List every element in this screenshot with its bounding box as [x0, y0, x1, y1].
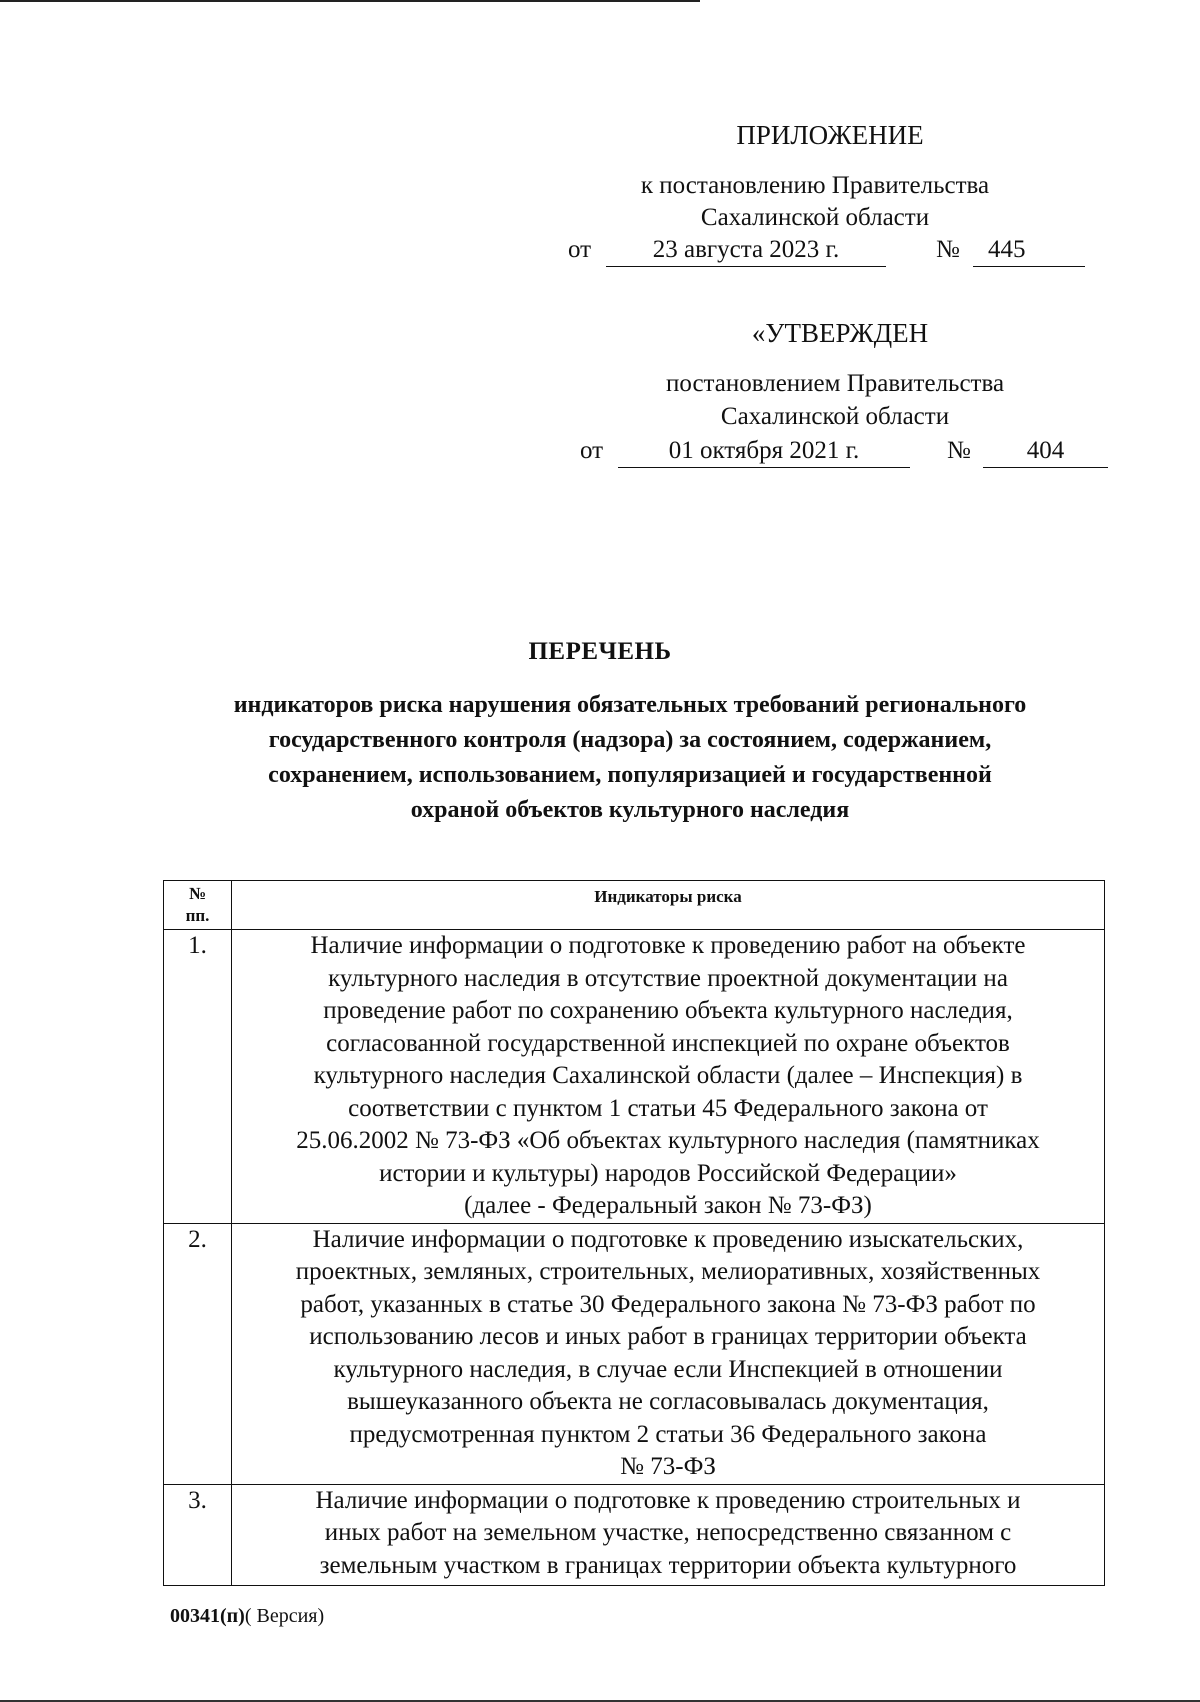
appendix-reference	[568, 236, 1038, 270]
appendix-from-label: от	[568, 236, 592, 263]
text-line: № 73-ФЗ	[620, 1453, 716, 1480]
text-line: истории и культуры) народов Российской Федерации»	[379, 1159, 957, 1187]
approval-number-label: №	[947, 437, 971, 464]
list-title: ПЕРЕЧЕНЬ	[528, 638, 672, 665]
text-line: работ, указанных в статье 30 Федерального закона № 73-ФЗ работ по	[300, 1290, 1036, 1318]
table-row	[164, 930, 1105, 1224]
text-line: (далее - Федеральный закон № 73-ФЗ)	[464, 1192, 872, 1219]
appendix-title: ПРИЛОЖЕНИЕ	[736, 120, 924, 150]
appendix-number-label: №	[936, 236, 960, 263]
column-header-number-line: пп.	[185, 906, 210, 925]
appendix-date: 23 августа 2023 г.	[606, 236, 886, 267]
column-header-number	[164, 881, 232, 930]
approval-reference	[580, 437, 1065, 471]
approval-line-2: Сахалинской области	[720, 403, 950, 430]
row-number: 2.	[164, 1223, 232, 1484]
column-header-number-line: №	[188, 884, 207, 903]
text-line: культурного наследия в отсутствие проектной документации на	[328, 964, 1008, 992]
document-code: 00341(п)	[170, 1605, 245, 1627]
scan-edge-top	[0, 0, 700, 2]
row-indicator-text	[232, 1223, 1105, 1484]
text-line: иных работ на земельном участке, непосредственно связанном с	[324, 1519, 1012, 1546]
table-row	[164, 1223, 1105, 1484]
list-subtitle-line: сохранением, использованием, популяризацией и государственной	[268, 762, 992, 788]
approval-title: «УТВЕРЖДЕН	[751, 318, 929, 348]
text-line: соответствии с пунктом 1 статьи 45 Федерального закона от	[348, 1094, 988, 1122]
text-line: культурного наследия Сахалинской области (далее – Инспекция) в	[313, 1062, 1023, 1089]
text-line: вышеуказанного объекта не согласовывалась документация,	[347, 1388, 989, 1415]
approval-number: 404	[983, 437, 1108, 468]
risk-indicators-table	[163, 880, 1105, 1586]
text-line: Наличие информации о подготовке к проведению работ на объекте	[310, 932, 1026, 959]
approval-date: 01 октября 2021 г.	[618, 437, 910, 468]
text-line: предусмотренная пунктом 2 статьи 36 Федерального закона	[349, 1420, 987, 1448]
list-subtitle-line: индикаторов риска нарушения обязательных требований регионального	[233, 692, 1027, 718]
row-indicator-text	[232, 1484, 1105, 1585]
list-subtitle-line: государственного контроля (надзора) за состоянием, содержанием,	[268, 727, 992, 753]
document-version: ( Версия)	[244, 1605, 325, 1627]
list-subtitle	[140, 688, 1120, 828]
row-number: 1.	[164, 930, 232, 1224]
approval-line-1: постановлением Правительства	[665, 370, 1005, 397]
document-footer	[170, 1605, 324, 1628]
text-line: культурного наследия, в случае если Инспекцией в отношении	[333, 1355, 1003, 1383]
row-number: 3.	[164, 1484, 232, 1585]
text-line: Наличие информации о подготовке к проведению строительных и	[315, 1486, 1021, 1514]
appendix-line-1: к постановлению Правительства	[640, 172, 990, 199]
appendix-line-2: Сахалинской области	[700, 204, 930, 231]
text-line: Наличие информации о подготовке к проведению изыскательских,	[312, 1225, 1024, 1253]
text-line: проектных, земляных, строительных, мелиоративных, хозяйственных	[295, 1258, 1041, 1285]
text-line: использованию лесов и иных работ в границах территории объекта	[309, 1323, 1027, 1350]
table-header-row	[164, 881, 1105, 930]
table-row	[164, 1484, 1105, 1585]
text-line: земельным участком в границах территории объекта культурного	[319, 1551, 1017, 1579]
list-subtitle-line: охраной объектов культурного наследия	[410, 797, 850, 823]
appendix-number: 445	[973, 236, 1085, 267]
column-header-indicators: Индикаторы риска	[232, 881, 1105, 930]
text-line: проведение работ по сохранению объекта культурного наследия,	[323, 997, 1013, 1024]
text-line: 25.06.2002 № 73-ФЗ «Об объектах культурного наследия (памятниках	[296, 1127, 1040, 1154]
row-indicator-text	[232, 930, 1105, 1224]
text-line: согласованной государственной инспекцией по охране объектов	[326, 1029, 1010, 1057]
approval-from-label: от	[580, 437, 604, 464]
